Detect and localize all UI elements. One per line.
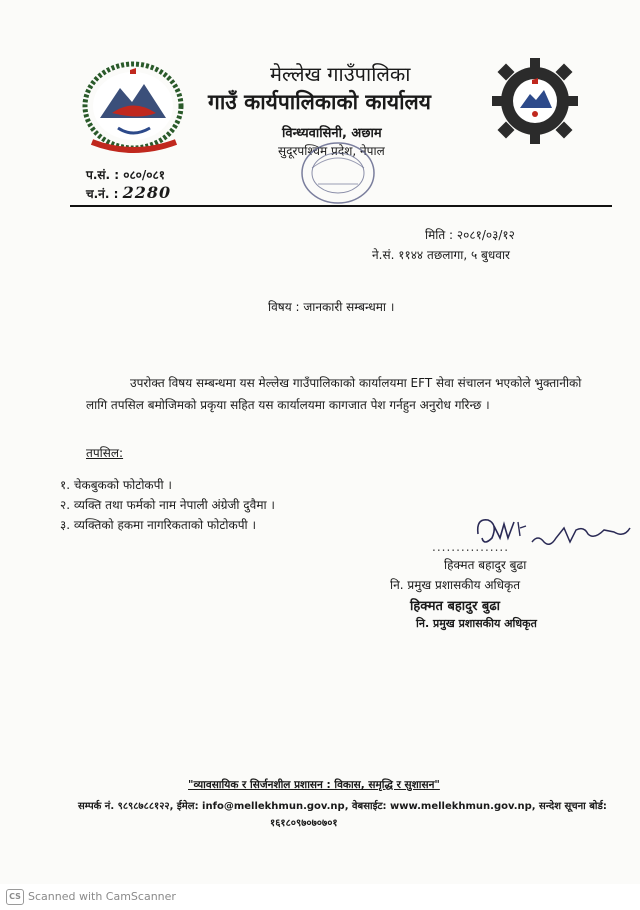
municipality-gear-logo-icon: [492, 58, 578, 144]
signatory-designation: नि. प्रमुख प्रशासकीय अधिकृत: [390, 578, 521, 592]
office-rubber-stamp-icon: [298, 138, 378, 208]
name-stamp: हिक्मत बहादुर बुढा: [410, 599, 501, 614]
footer-sms-board-number: १६१८०९७०७०७०१: [270, 818, 338, 829]
municipality-name: मेल्लेख गाउँपालिका: [270, 62, 411, 86]
office-name: गाउँ कार्यपालिकाको कार्यालय: [208, 90, 431, 114]
signature-line: ................: [432, 540, 510, 554]
ps-reference: प.सं. : ०८०/०८१: [86, 168, 166, 182]
footer-slogan: "व्यावसायिक र सिर्जनशील प्रशासन : विकास, समृद्धि र सुशासन": [188, 779, 440, 791]
list-item: २. व्यक्ति तथा फर्मको नाम नेपाली अंग्रेजी दुवैमा ।: [60, 498, 275, 512]
nepal-sambat-date: ने.सं. ११४४ तछलागा, ५ बुधवार: [372, 248, 510, 262]
header-divider: [70, 205, 612, 207]
signatory-name: हिक्मत बहादुर बुढा: [444, 558, 527, 572]
footer-contact: सम्पर्क नं. ९८९८७८८१२२, ईमेल: info@mellekhmun.gov.np, वेबसाईट: www.mellekhmun.gov.np, सन्देश सूचना बोर्ड:: [78, 801, 607, 812]
tapsil-heading: तपसिल:: [86, 446, 124, 460]
cn-reference: [86, 183, 171, 202]
province-line: सुदूरपश्चिम प्रदेश, नेपाल: [278, 144, 385, 158]
cn-number: 2280: [122, 183, 172, 202]
subject-line: विषय : जानकारी सम्बन्धमा ।: [268, 300, 395, 314]
cn-label: च.नं. :: [86, 187, 119, 201]
letter-body: उपरोक्त विषय सम्बन्धमा यस मेल्लेख गाउँपालिकाको कार्यालयमा EFT सेवा संचालन भएकोले भुक्तानीको लागि तपसिल बमोजिमको प्रकृया सहित यस कार्यालयमा कागजात पेश गर्नहुन अनुरोध गरिन्छ ।: [86, 376, 582, 412]
camscanner-label: Scanned with CamScanner: [28, 890, 176, 903]
designation-stamp: नि. प्रमुख प्रशासकीय अधिकृत: [416, 617, 537, 630]
nepal-emblem-icon: [80, 58, 186, 156]
list-item: १. चेकबुकको फोटोकपी ।: [60, 478, 172, 492]
date-line: मिति : २०८१/०३/१२: [425, 228, 515, 242]
list-item: ३. व्यक्तिको हकमा नागरिकताको फोटोकपी ।: [60, 518, 256, 532]
office-location: विन्ध्यवासिनी, अछाम: [282, 126, 382, 141]
camscanner-logo-icon: CS: [6, 889, 24, 905]
